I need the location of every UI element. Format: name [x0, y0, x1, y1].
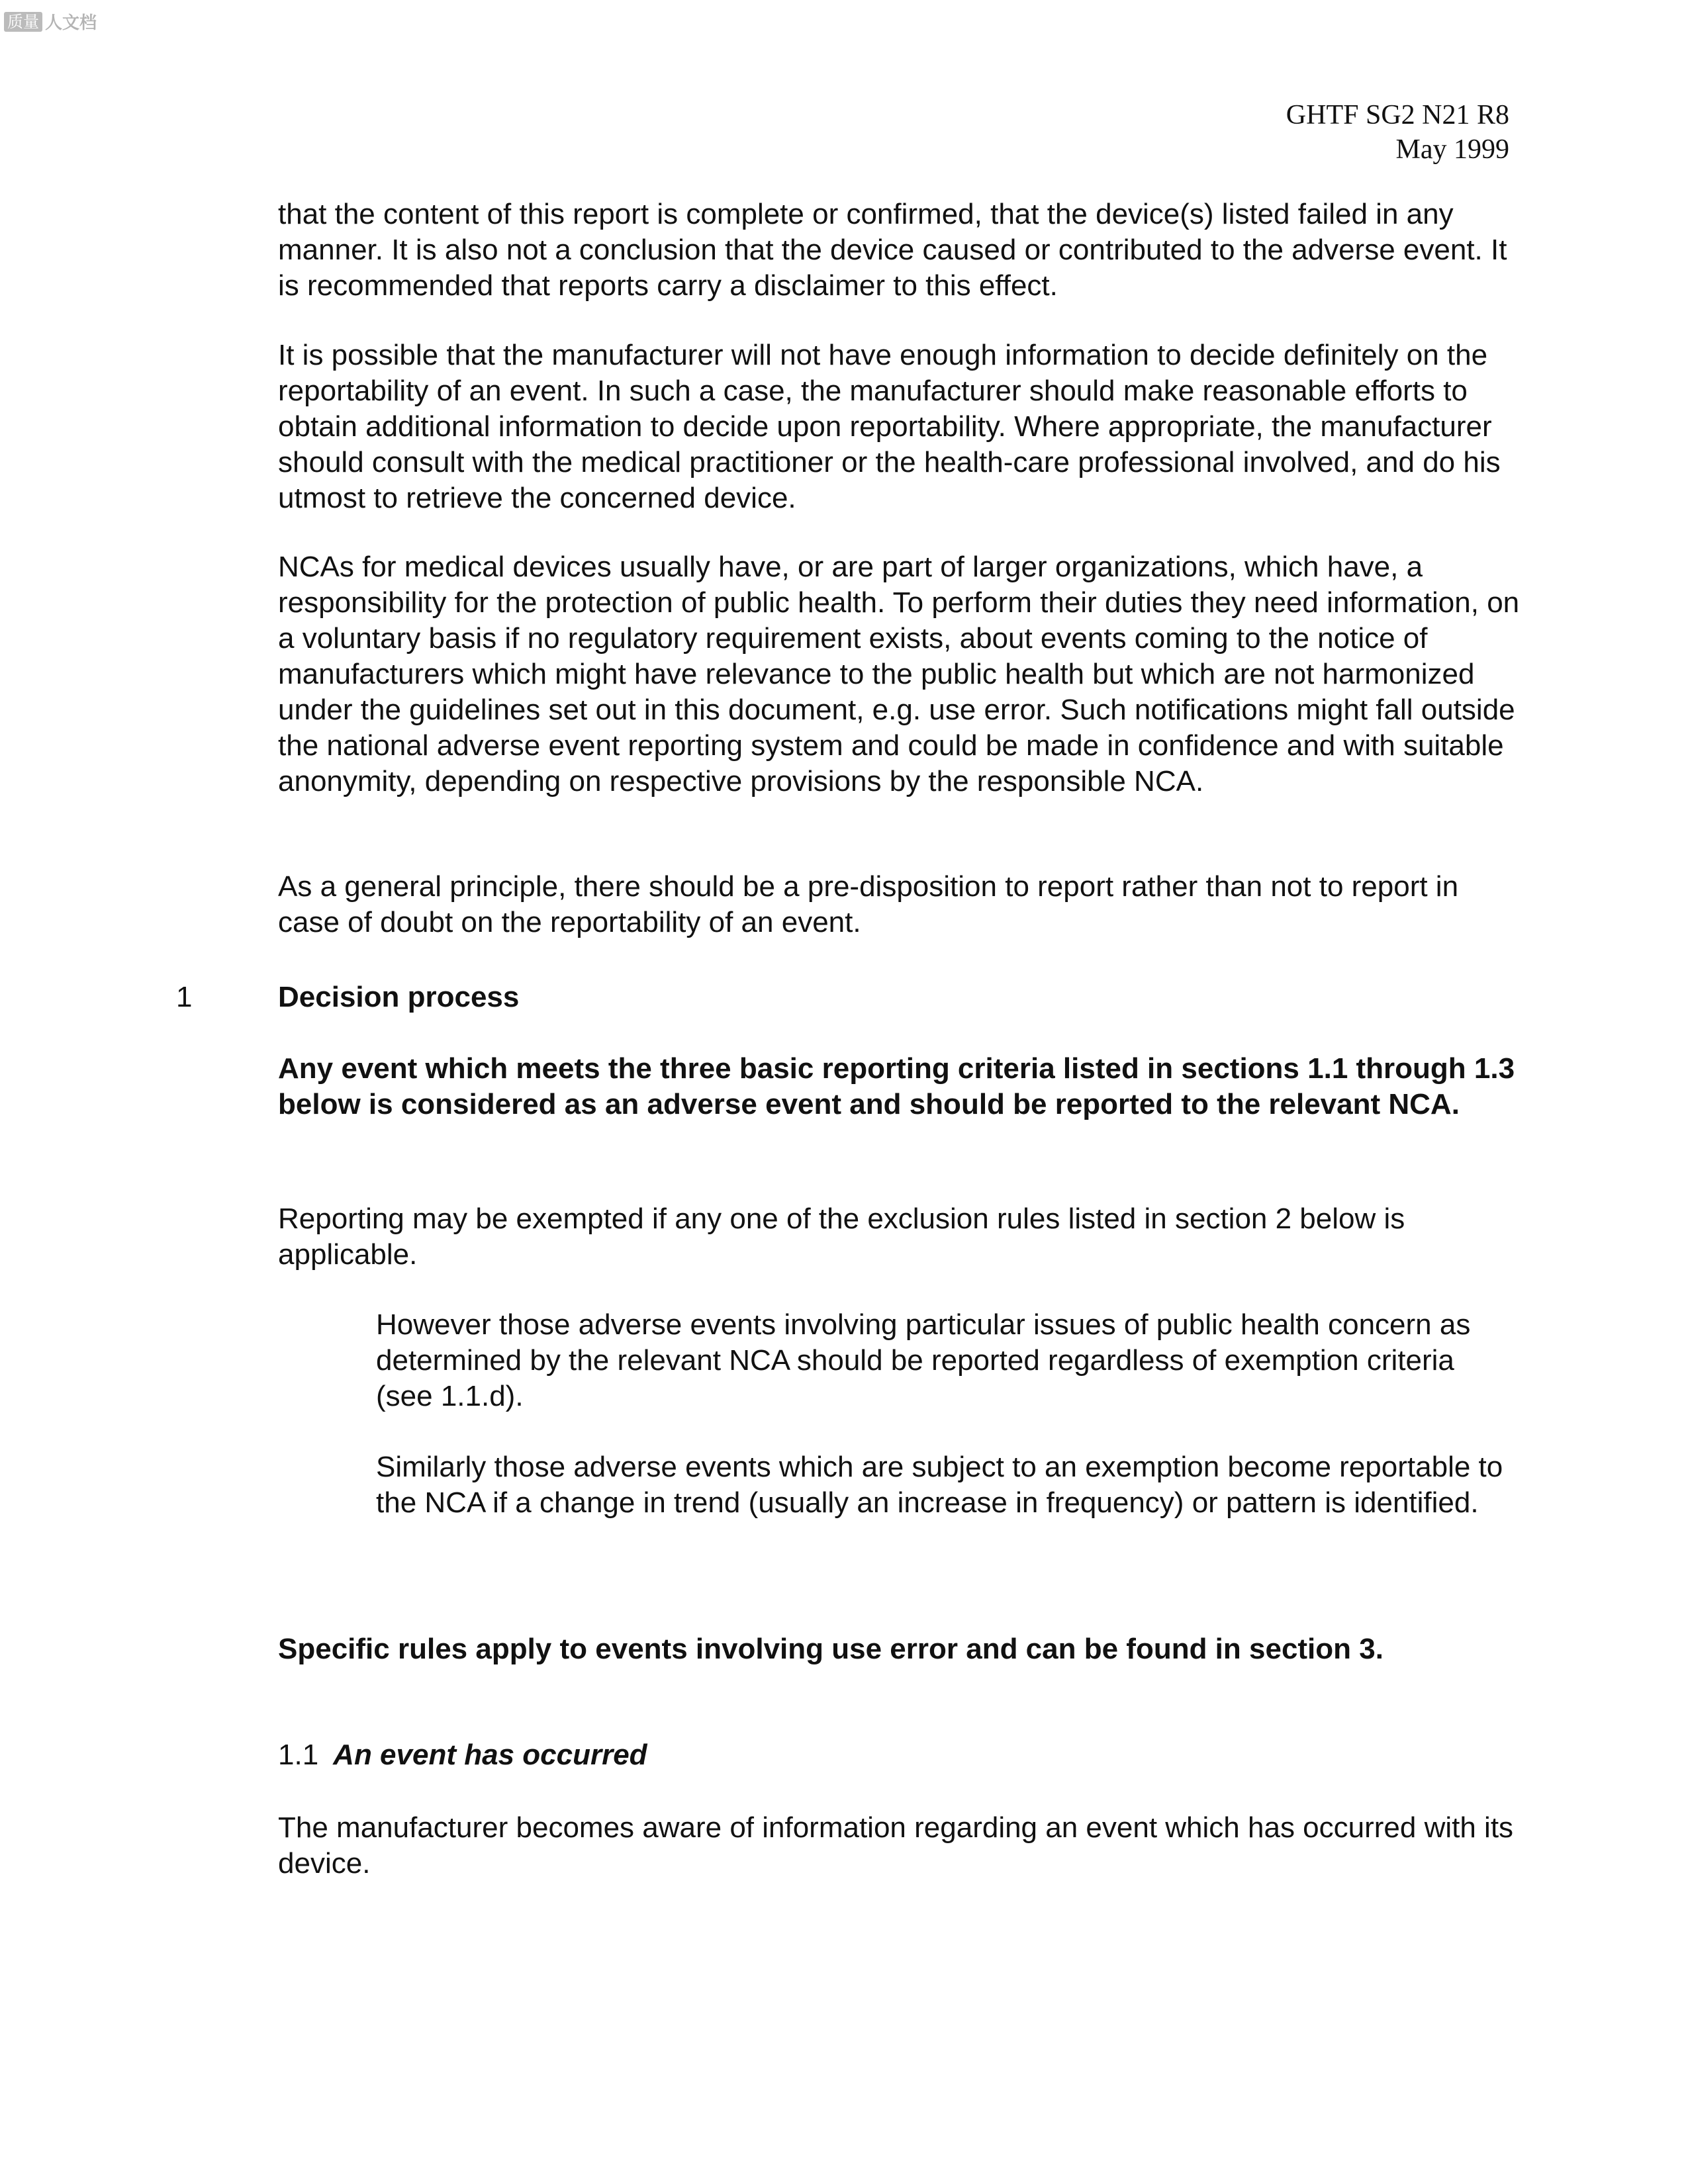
subsection-title: An event has occurred — [333, 1739, 647, 1771]
paragraph-general-principle: As a general principle, there should be a pre-disposition to report rather than not to report in case of doubt on the reportability of an event. — [278, 870, 1459, 938]
paragraph-disclaimer: that the content of this report is complete or confirmed, that the device(s) listed failed in any manner. It is also not a conclusion that the device caused or contributed to the adverse event. It is recommended that reports carry a disclaimer to this effect. — [278, 198, 1507, 302]
document-id: GHTF SG2 N21 R8 — [1286, 100, 1509, 130]
exemption-paragraph: Reporting may be exempted if any one of the exclusion rules listed in section 2 below is applicable. — [278, 1203, 1405, 1271]
use-error-rules-statement: Specific rules apply to events involving use error and can be found in section 3. — [278, 1633, 1383, 1665]
watermark-text: 人文档 — [45, 13, 97, 33]
subsection-number: 1.1 — [278, 1739, 319, 1771]
paragraph-nca-responsibility: NCAs for medical devices usually have, or are part of larger organizations, which have, a responsibility for the protection of public health. To perform their duties they need information, on a voluntary basis if no regulatory requirement exists, about events coming to the notice of manufacturers which might have relevance to the public health but which are not harmonized under the guidelines set out in this document, e.g. use error. Such notifications might fall outside the national adverse event reporting system and could be made in confidence and with suitable anonymity, depending on respective provisions by the responsible NCA. — [278, 551, 1520, 797]
section-number: 1 — [176, 981, 193, 1013]
document-header — [1286, 98, 1509, 167]
paragraph-insufficient-information: It is possible that the manufacturer will not have enough information to decide definitely on the reportability of an event. In such a case, the manufacturer should make reasonable efforts to obtain additional information to decide upon reportability. Where appropriate, the manufacturer should consult with the medical practitioner or the health-care professional involved, and do his utmost to retrieve the concerned device. — [278, 339, 1501, 514]
trend-change-paragraph: Similarly those adverse events which are subject to an exemption become reportable to the NCA if a change in trend (usually an increase in frequency) or pattern is identified. — [376, 1451, 1503, 1519]
subsection-heading — [278, 1737, 1523, 1773]
document-date: May 1999 — [1395, 134, 1509, 165]
reporting-criteria-statement: Any event which meets the three basic reporting criteria listed in sections 1.1 through 1.3 below is considered as an adverse event and should be reported to the relevant NCA. — [278, 1052, 1515, 1120]
watermark-badge: 质量 — [4, 12, 42, 32]
section-title: Decision process — [278, 981, 520, 1013]
event-occurred-paragraph: The manufacturer becomes aware of information regarding an event which has occurred with its device. — [278, 1811, 1514, 1880]
watermark-logo — [4, 9, 97, 34]
public-health-concern-paragraph: However those adverse events involving particular issues of public health concern as determined by the relevant NCA should be reported regardless of exemption criteria (see 1.1.d). — [376, 1308, 1471, 1412]
